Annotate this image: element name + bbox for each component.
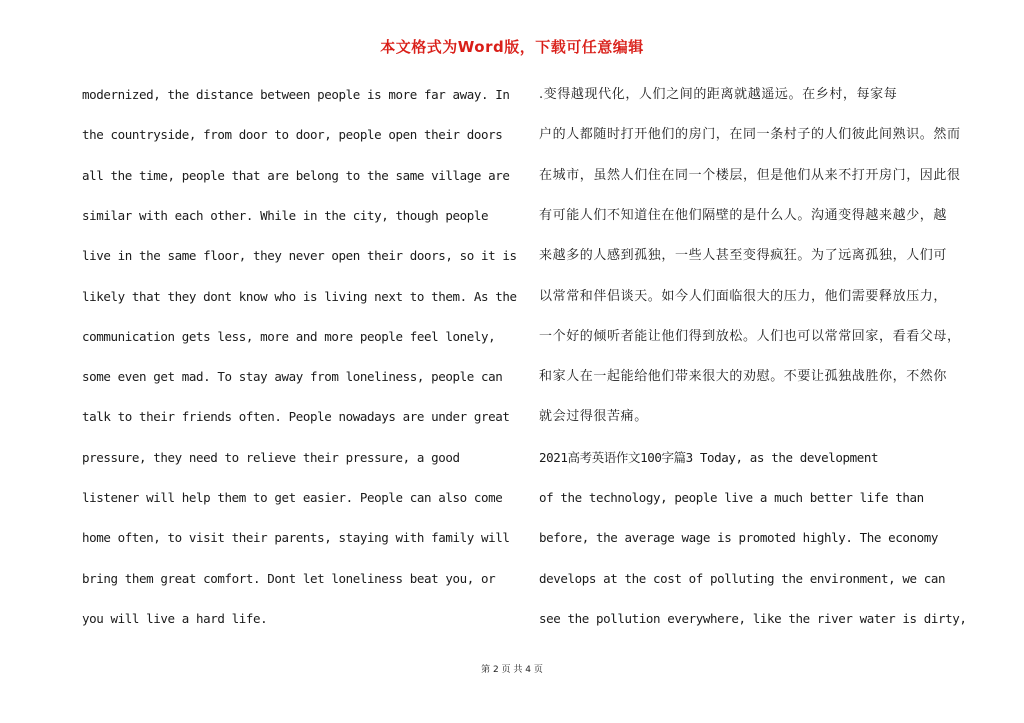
text-line: 以常常和伴侣谈天。如今人们面临很大的压力，他们需要释放压力， — [539, 288, 948, 304]
text-line: home often, to visit their parents, staying with family will — [82, 530, 510, 546]
text-line: the countryside, from door to door, people open their doors — [82, 127, 503, 143]
page-number-footer: 第 2 页 共 4 页 — [481, 665, 543, 675]
text-line: talk to their friends often. People nowadays are under great — [82, 409, 510, 425]
text-line: 2021高考英语作文100字篇3 Today, as the development — [539, 449, 879, 465]
text-line: of the technology, people live a much better life than — [539, 490, 924, 505]
text-line: 和家人在一起能给他们带来很大的劝慰。不要让孤独战胜你，不然你 — [539, 369, 948, 385]
text-line: 一个好的倾听者能让他们得到放松。人们也可以常常回家，看看父母， — [539, 328, 961, 344]
text-line: see the pollution everywhere, like the river water is dirty, — [539, 610, 967, 626]
text-line: .变得越现代化，人们之间的距离就越遥远。在乡村，每家每 — [539, 87, 898, 102]
text-line: modernized, the distance between people is more far away. In — [82, 87, 510, 102]
text-line: pressure, they need to relieve their pressure, a good — [82, 449, 460, 465]
text-line: live in the same floor, they never open their doors, so it is — [82, 248, 517, 264]
text-line: 户的人都随时打开他们的房门，在同一条村子的人们彼此间熟识。然而 — [539, 127, 961, 143]
text-line: all the time, people that are belong to the same village are — [82, 167, 510, 183]
text-line: similar with each other. While in the city, though people — [82, 207, 489, 223]
text-line: 有可能人们不知道住在他们隔壁的是什么人。沟通变得越来越少，越 — [539, 207, 948, 223]
text-line: communication gets less, more and more people feel lonely, — [82, 328, 496, 344]
text-line: 来越多的人感到孤独，一些人甚至变得疯狂。为了远离孤独，人们可 — [539, 248, 948, 264]
text-line: develops at the cost of polluting the environment, we can — [539, 570, 946, 586]
text-line: bring them great comfort. Dont let loneliness beat you, or — [82, 570, 496, 586]
text-line: 就会过得很苦痛。 — [539, 409, 648, 425]
text-line: listener will help them to get easier. People can also come — [82, 490, 503, 505]
document-header-title: 本文格式为Word版，下载可任意编辑 — [380, 38, 644, 56]
text-line: before, the average wage is promoted highly. The economy — [539, 530, 939, 546]
text-line: some even get mad. To stay away from loneliness, people can — [82, 369, 503, 385]
text-line: 在城市，虽然人们住在同一个楼层，但是他们从来不打开房门，因此很 — [539, 167, 961, 183]
text-line: likely that they dont know who is living next to them. As the — [82, 288, 517, 304]
text-line: you will live a hard life. — [82, 610, 268, 626]
